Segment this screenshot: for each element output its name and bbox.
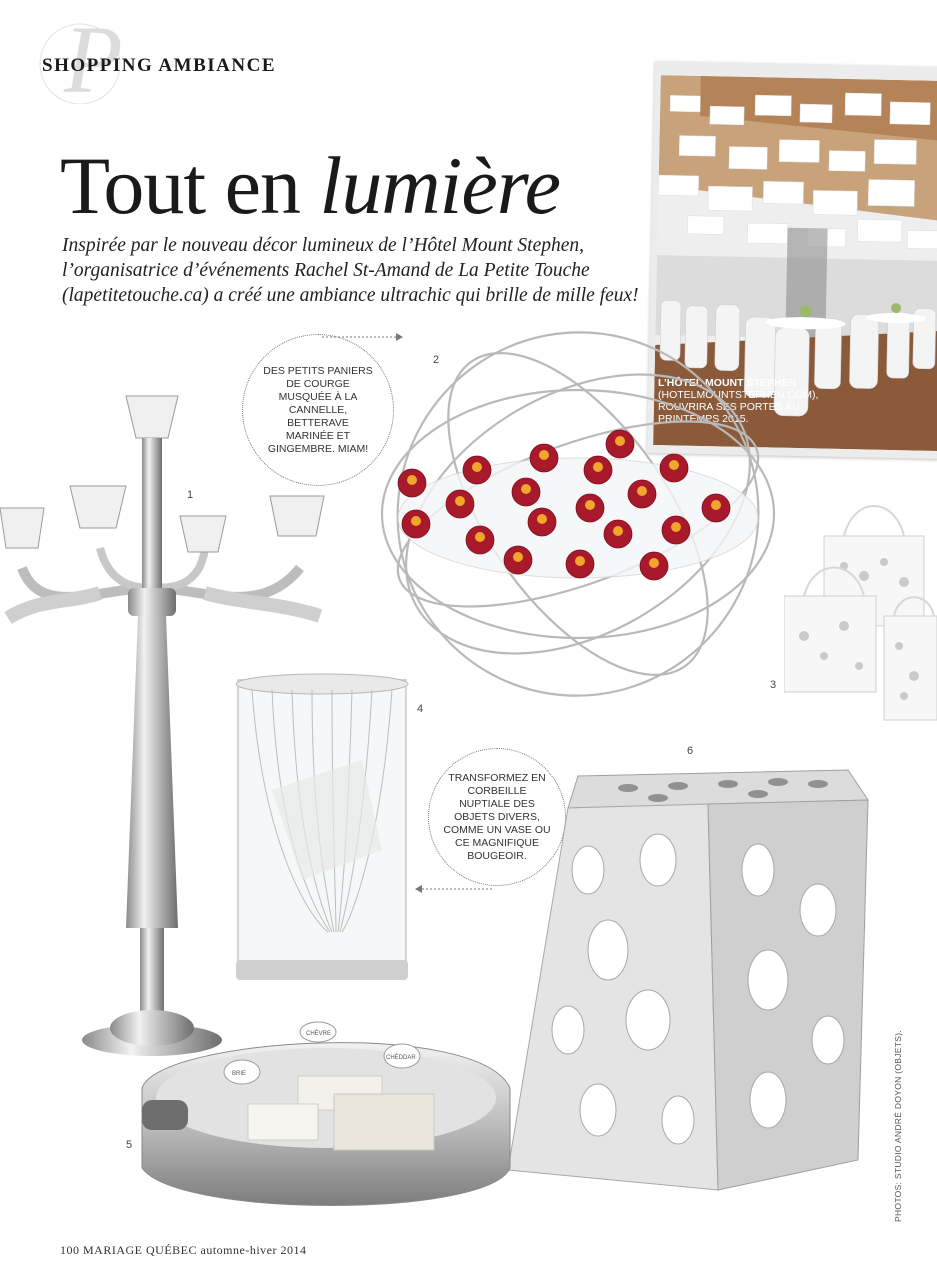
product-number-1: 1 <box>187 489 194 501</box>
page-title: Tout en lumière <box>60 140 560 231</box>
crystal-vase-image <box>232 670 412 986</box>
page-footer: 100 MARIAGE QUÉBEC automne-hiver 2014 <box>60 1243 307 1257</box>
photo-caption-title: L’HÔTEL MOUNT STEPHEN <box>658 377 797 389</box>
intro-text: Inspirée par le nouveau décor lumineux de l’Hôtel Mount Stephen, l’organisatrice d’événements Rachel St-Amand de La Petite Touche (lapetitetouche.ca) a créé une ambiance ultrachic qui brille de mille feux! <box>62 235 639 306</box>
product-number-4: 4 <box>417 703 424 715</box>
product-number-2: 2 <box>433 354 440 366</box>
svg-text:CHÈDDAR: CHÈDDAR <box>386 1055 416 1061</box>
arrow-right-icon <box>322 330 404 344</box>
callout-baskets-text: DES PETITS PANIERS DE COURGE MUSQUÉE À LA CANNELLE, BETTERAVE MARINÉE ET GINGEMBRE. MIAM! <box>263 364 373 455</box>
svg-text:BRIE: BRIE <box>232 1071 247 1077</box>
product-number-5: 5 <box>126 1139 133 1151</box>
product-number-3: 3 <box>770 679 777 691</box>
wire-sphere-image <box>372 318 784 710</box>
cheese-tray-image <box>138 1018 516 1220</box>
lace-boxes-image <box>784 496 937 722</box>
section-label: SHOPPING AMBIANCE <box>42 55 276 76</box>
arrow-left-icon <box>414 882 494 896</box>
photo-credit: PHOTOS: STUDIO ANDRÉ DOYON (OBJETS). <box>893 1030 903 1222</box>
filigree-stool-image <box>508 760 870 1200</box>
photo-caption-body: (HOTELMOUNTSTEPHEN.COM), ROUVRIRA SES PORTES AU PRINTEMPS 2015. <box>658 389 819 425</box>
svg-text:CHÈVRE: CHÈVRE <box>306 1031 332 1037</box>
product-number-6: 6 <box>687 745 694 757</box>
svg-text:P: P <box>64 12 123 104</box>
callout-basket-tip-text: TRANSFORMEZ EN CORBEILLE NUPTIALE DES OBJETS DIVERS, COMME UN VASE OU CE MAGNIFIQUE BOUGEOIR. <box>443 771 551 862</box>
